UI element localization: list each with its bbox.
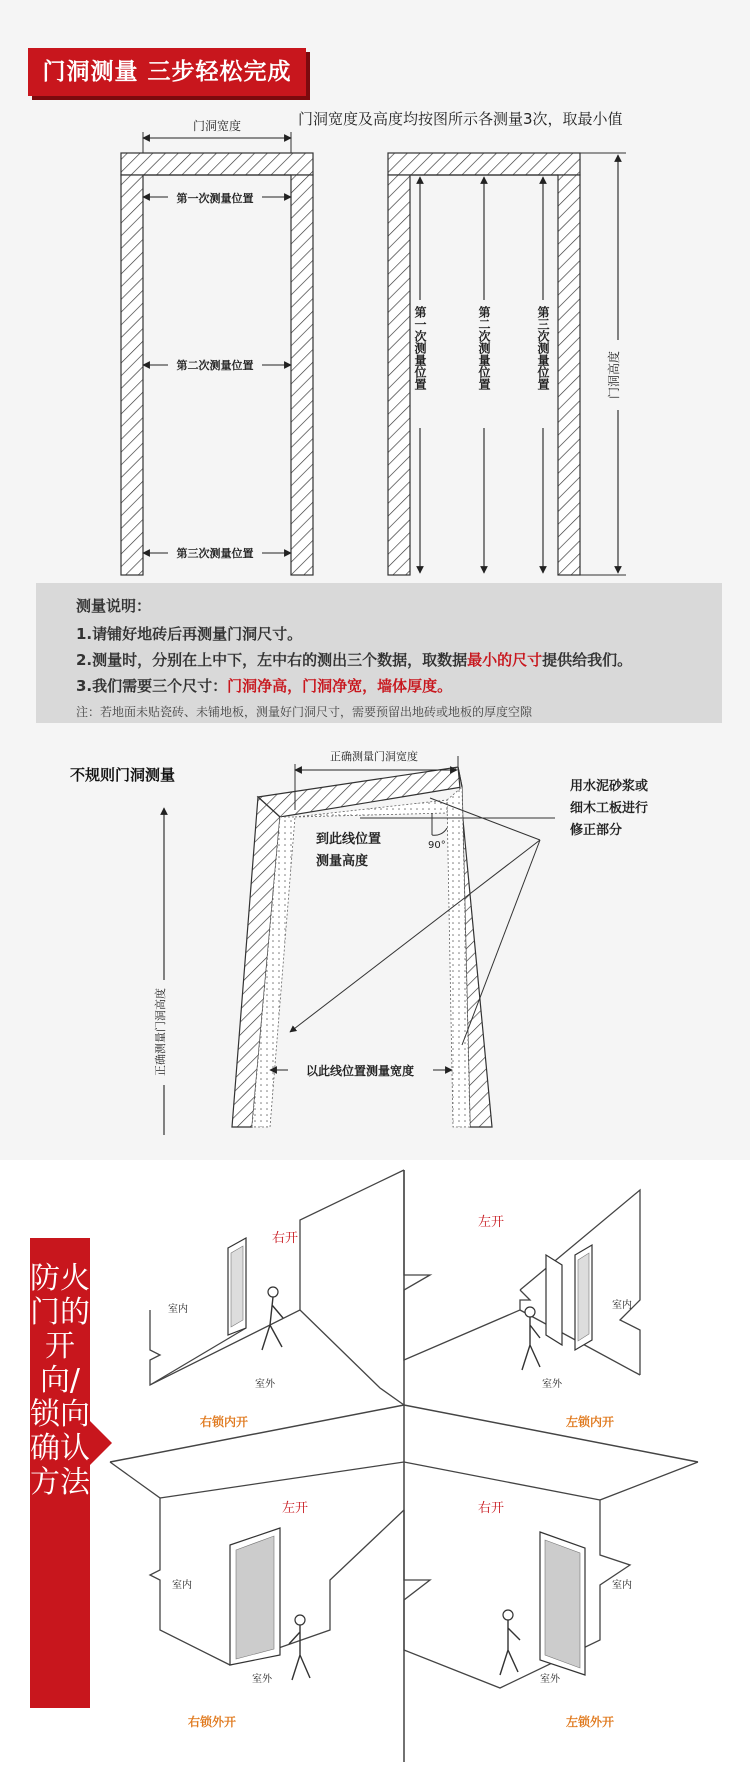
fire-door-side-banner [30, 1238, 90, 1708]
q1-indoor: 室内 [168, 1304, 188, 1315]
repair-line-1: 用水泥砂浆或 [570, 779, 649, 794]
height-line-2: 测量高度 [316, 854, 369, 869]
q2-lock: 左锁内开 [566, 1415, 615, 1429]
measurement-diagrams [0, 0, 750, 580]
width-label: 门洞宽度 [192, 119, 242, 133]
measure-pos-1: 第一次测量位置 [176, 192, 254, 205]
bottom-width-label: 以此线位置测量宽度 [305, 1064, 415, 1078]
note-footnote: 注：若地面未贴瓷砖、未铺地板，测量好门洞尺寸，需要预留出地砖或地板的厚度空隙 [76, 705, 533, 719]
quadrant-3 [110, 1462, 404, 1680]
quadrant-4 [404, 1462, 698, 1688]
page-title: 门洞测量 三步轻松完成 [42, 59, 292, 85]
irregular-title: 不规则门洞测量 [70, 766, 176, 784]
q1-outdoor: 室外 [255, 1379, 275, 1390]
angle-label: 90° [428, 840, 446, 851]
height-line-1: 到此线位置 [316, 832, 382, 847]
measurement-notes [36, 583, 722, 723]
irregular-section [0, 740, 750, 1160]
q1-direction: 右开 [272, 1231, 299, 1246]
vertical-pos-3: 第三次测量位置 [536, 306, 550, 390]
quadrant-1 [150, 1170, 404, 1405]
quadrant-2 [404, 1170, 640, 1375]
measurement-section [0, 0, 750, 740]
measure-pos-2: 第二次测量位置 [176, 359, 254, 372]
note-2-part-a: 2.测量时，分别在上中下，左中右的测出三个数据，取数据 [76, 651, 468, 669]
q3-outdoor: 室外 [252, 1674, 272, 1685]
measure-pos-3: 第三次测量位置 [176, 547, 254, 560]
side-height-label: 正确测量门洞高度 [154, 988, 167, 1076]
q4-lock: 左锁外开 [566, 1715, 615, 1729]
q3-direction: 左开 [282, 1501, 309, 1516]
notes-title: 测量说明： [76, 597, 152, 615]
note-3-part-a: 3.我们需要三个尺寸： [76, 677, 228, 695]
fire-door-title: 防火门的开向/锁向确认方法 [30, 1261, 90, 1500]
note-1: 1.请铺好地砖后再测量门洞尺寸。 [76, 625, 303, 643]
q4-direction: 右开 [478, 1501, 505, 1516]
irregular-diagram [0, 740, 750, 1160]
height-label: 门洞高度 [607, 350, 621, 400]
q3-indoor: 室内 [172, 1580, 192, 1591]
fire-door-section [0, 1160, 750, 1772]
q2-outdoor: 室外 [542, 1379, 562, 1390]
note-2 [76, 649, 632, 670]
q2-direction: 左开 [478, 1215, 505, 1230]
fire-door-diagrams [0, 1160, 750, 1772]
q4-indoor: 室内 [612, 1580, 632, 1591]
repair-line-2: 细木工板进行 [570, 801, 649, 816]
note-3-highlight: 门洞净高，门洞净宽，墙体厚度。 [227, 677, 453, 695]
note-2-part-c: 提供给我们。 [542, 651, 633, 669]
note-2-highlight: 最小的尺寸 [467, 651, 543, 669]
side-banner-arrow [90, 1421, 112, 1465]
repair-line-3: 修正部分 [570, 823, 623, 838]
note-3 [76, 675, 452, 696]
irregular-top-width: 正确测量门洞宽度 [330, 750, 418, 763]
q1-lock: 右锁内开 [200, 1415, 249, 1429]
instruction-text: 门洞宽度及高度均按图所示各测量3次，取最小值 [298, 110, 623, 128]
vertical-pos-2: 第二次测量位置 [477, 306, 491, 390]
vertical-pos-1: 第一次测量位置 [413, 306, 427, 390]
q2-indoor: 室内 [612, 1300, 632, 1311]
q3-lock: 右锁外开 [188, 1715, 237, 1729]
q4-outdoor: 室外 [540, 1674, 560, 1685]
